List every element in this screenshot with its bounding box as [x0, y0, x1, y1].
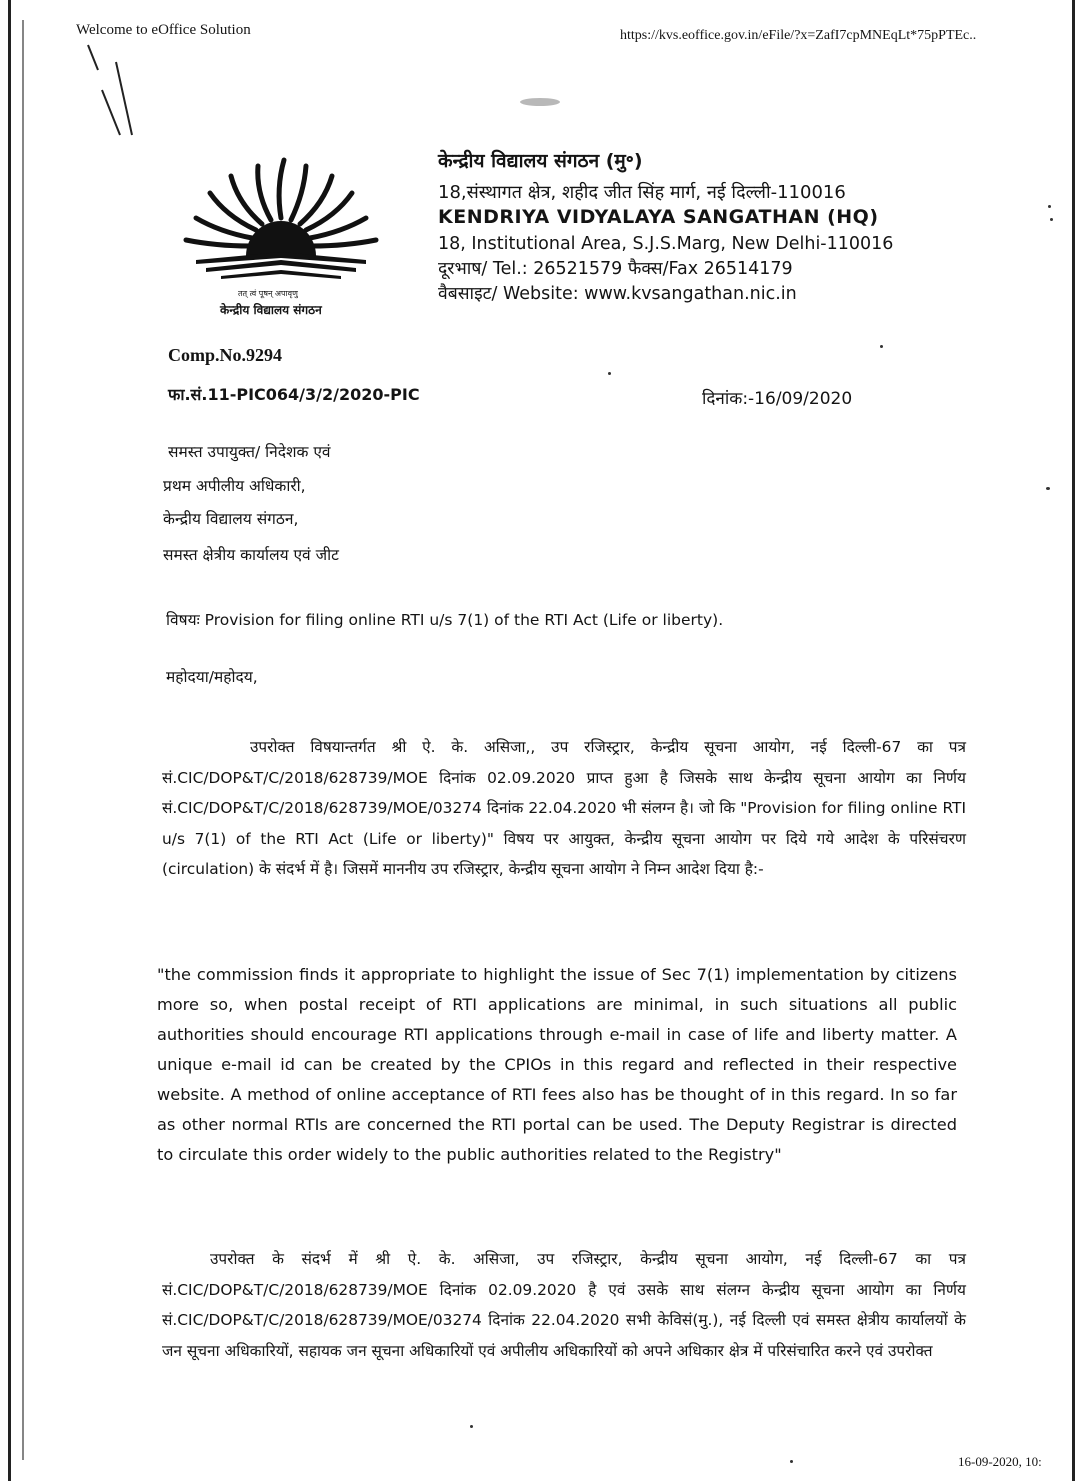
subject-label: विषयः: [166, 611, 200, 629]
letter-date: दिनांक:-16/09/2020: [702, 389, 853, 409]
scan-noise: [520, 98, 560, 106]
scan-edge-line: [8, 0, 11, 1481]
addressee-line: प्रथम अपीलीय अधिकारी,: [163, 477, 306, 495]
print-header-url: https://kvs.eoffice.gov.in/eFile/?x=ZafI7cpMNEqLt*75pPTEc..: [620, 28, 977, 43]
pen-marks: [80, 40, 150, 140]
rising-sun-emblem-icon: [176, 148, 386, 298]
org-address-hindi: 18,संस्थागत क्षेत्र, शहीद जीत सिंह मार्ग, नई दिल्ली-110016: [438, 182, 846, 203]
scan-noise: [880, 345, 883, 348]
commission-order-quote: "the commission finds it appropriate to highlight the issue of Sec 7(1) implementation by citizens more so, when postal receipt of RTI applications are minimal, in such situations all public authorities should encourage RTI applications through e-mail in case of life and liberty matter. A unique e-mail id can be created by the CPIOs in this regard and reflected in their respective website. A method of online acceptance of RTI fees also has be thought of in this regard. In so far as other normal RTIs are concerned the RTI portal can be used. The Deputy Registrar is directed to circulate this order widely to the public authorities related to the Registry": [157, 965, 957, 1164]
scan-noise: [608, 372, 611, 375]
scan-noise: [1050, 218, 1053, 221]
org-name-hindi: केन्द्रीय विद्यालय संगठन (मु॰): [438, 150, 643, 172]
addressee-line: समस्त उपायुक्त/ निदेशक एवं: [168, 443, 331, 461]
subject-text: Provision for filing online RTI u/s 7(1) of the RTI Act (Life or liberty).: [204, 611, 724, 629]
scan-noise: [470, 1425, 473, 1428]
comp-number: Comp.No.9294: [168, 345, 283, 365]
scan-edge-line: [22, 20, 24, 1460]
footer-timestamp: 16-09-2020, 10:: [958, 1454, 1042, 1469]
logo-motto: तत् त्वं पूषन् अपावृणु: [238, 289, 298, 298]
kvs-logo: [176, 148, 386, 323]
org-website: वैबसाइट/ Website: www.kvsangathan.nic.in: [438, 284, 797, 304]
org-name-english: KENDRIYA VIDYALAYA SANGATHAN (HQ): [438, 206, 879, 228]
print-header-left: Welcome to eOffice Solution: [76, 22, 251, 38]
file-number: फा.सं.11-PIC064/3/2/2020-PIC: [168, 385, 420, 404]
addressee-line: केन्द्रीय विद्यालय संगठन,: [163, 510, 299, 528]
scan-edge-line: [1072, 0, 1075, 1481]
scan-noise: [790, 1460, 793, 1463]
logo-caption: केन्द्रीय विद्यालय संगठन: [220, 303, 322, 317]
body-paragraph-2: उपरोक्त के संदर्भ में श्री ऐ. के. असिजा, उप रजिस्ट्रार, केन्द्रीय सूचना आयोग, नई दिल्ली-67 का पत्र सं.CIC/DOP&T/C/2018/628739/MOE दिनांक 02.09.2020 है एवं उसके साथ संलग्न केन्द्रीय सूचना आयोग का निर्णय सं.CIC/DOP&T/C/2018/628739/MOE/03274 दिनांक 22.04.2020 सभी केविसं(मु.), नई दिल्ली एवं समस्त क्षेत्रीय कार्यालयों के जन सूचना अधिकारियों, सहायक जन सूचना अधिकारियों एवं अपीलीय अधिकारियों को अपने अधिकार क्षेत्र में परिसंचारित करने एवं उपरोक्त: [162, 1250, 966, 1360]
subject-line: [166, 608, 723, 630]
body-paragraph-1: उपरोक्त विषयान्तर्गत श्री ऐ. के. असिजा,, उप रजिस्ट्रार, केन्द्रीय सूचना आयोग, नई दिल्ली-67 का पत्र सं.CIC/DOP&T/C/2018/628739/MOE दिनांक 02.09.2020 प्राप्त हुआ है जिसके साथ केन्द्रीय सूचना आयोग का निर्णय सं.CIC/DOP&T/C/2018/628739/MOE/03274 दिनांक 22.04.2020 भी संलग्न है। जो कि "Provision for filing online RTI u/s 7(1) of the RTI Act (Life or liberty)" विषय पर आयुक्त, केन्द्रीय सूचना आयोग पर दिये गये आदेश के परिसंचरण (circulation) के संदर्भ में है। जिसमें माननीय उप रजिस्ट्रार, केन्द्रीय सूचना आयोग ने निम्न आदेश दिया है:-: [162, 738, 966, 878]
scan-noise: [1048, 205, 1051, 208]
org-phone: दूरभाष/ Tel.: 26521579 फैक्स/Fax 26514179: [438, 259, 793, 279]
scan-noise: [1046, 487, 1050, 490]
salutation: महोदया/महोदय,: [166, 668, 258, 686]
org-address-english: 18, Institutional Area, S.J.S.Marg, New Delhi-110016: [438, 234, 894, 254]
addressee-line: समस्त क्षेत्रीय कार्यालय एवं जीट: [163, 546, 339, 564]
